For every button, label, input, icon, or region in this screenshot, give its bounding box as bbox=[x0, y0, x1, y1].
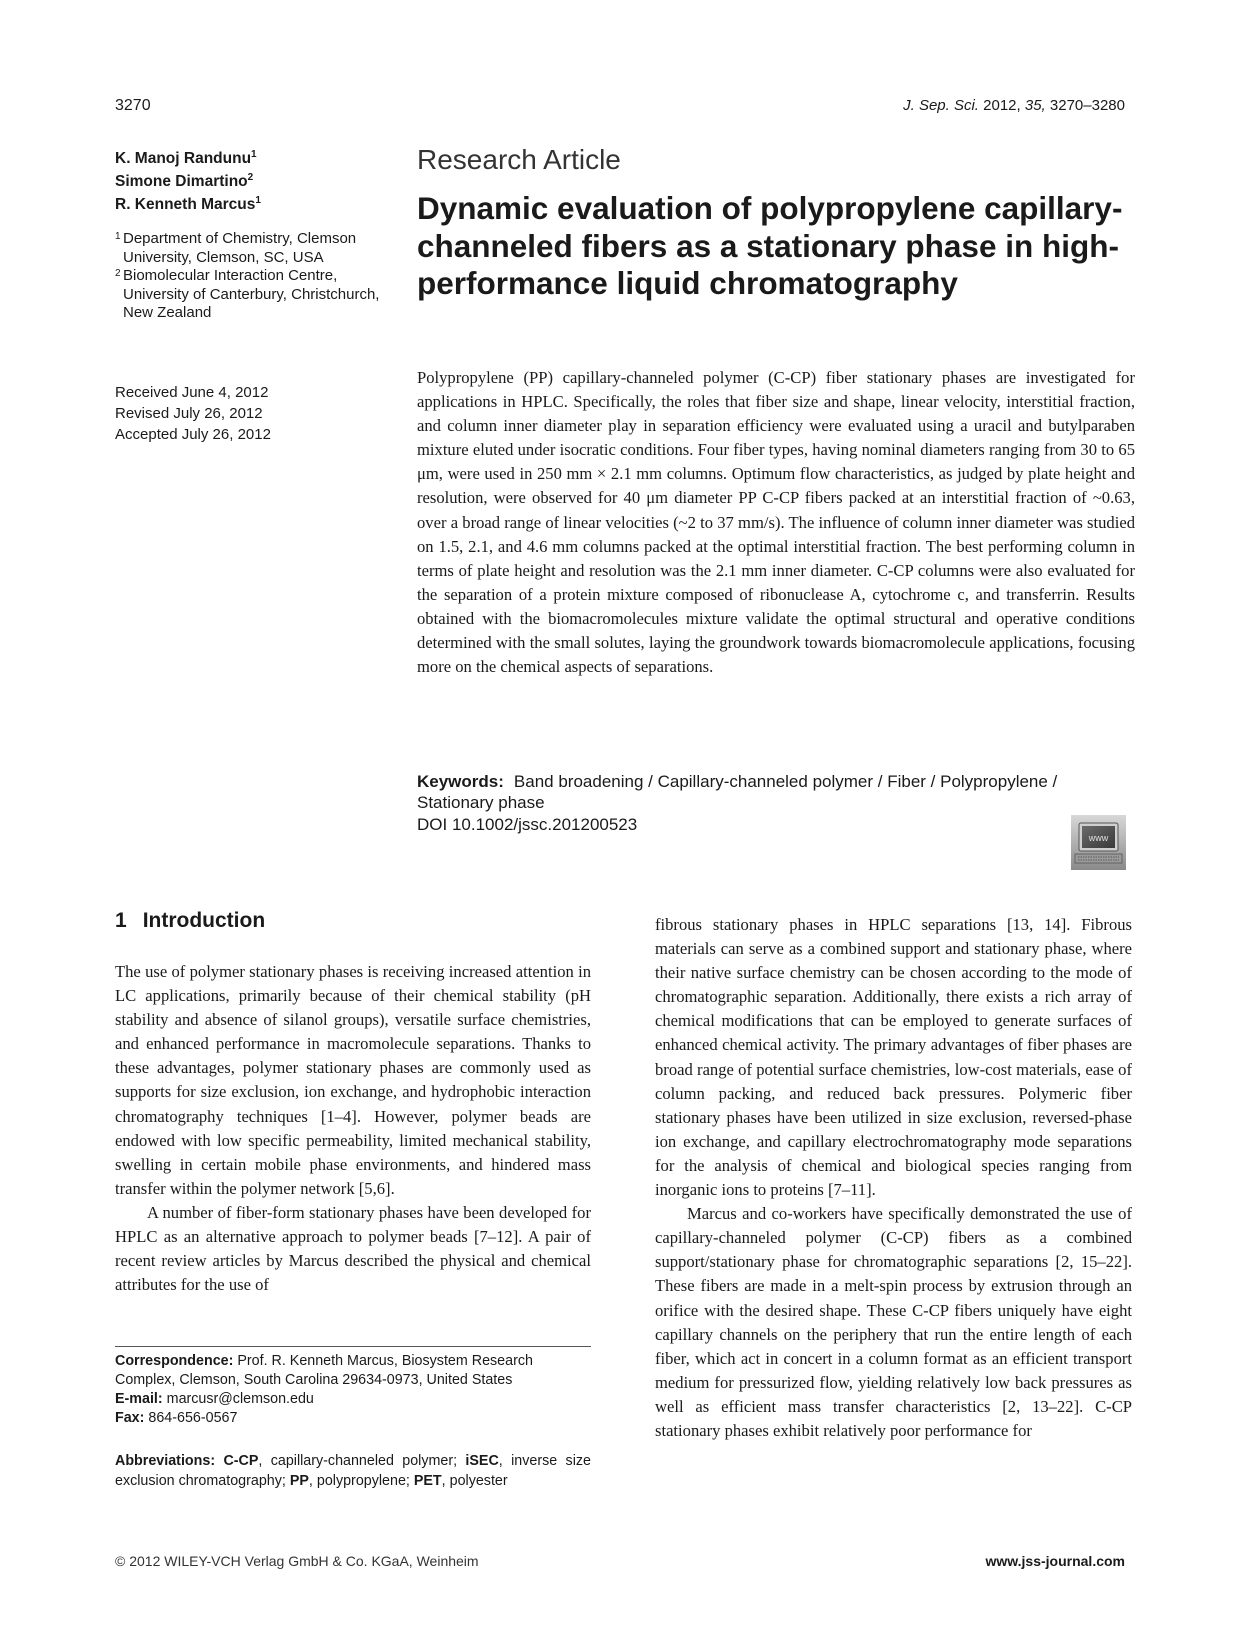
revised-date: Revised July 26, 2012 bbox=[115, 405, 263, 422]
section-number: 1 bbox=[115, 909, 127, 932]
keywords-label: Keywords: bbox=[417, 772, 504, 791]
article-title: Dynamic evaluation of polypropylene capillary-channeled fibers as a stationary phase in high-performance liquid chromatography bbox=[417, 190, 1123, 301]
email-label: E-mail: bbox=[115, 1391, 163, 1407]
journal-url-link[interactable]: www.jss-journal.com bbox=[985, 1553, 1125, 1569]
received-date: Received June 4, 2012 bbox=[115, 384, 269, 401]
body-paragraph: The use of polymer stationary phases is receiving increased attention in LC applications, primarily because of their chemical stability (pH stability and absence of silanol groups), versatile surface chemistries, and enhanced performance in macromolecule separations. Thanks to these advantages, polymer stationary phases are commonly used as supports for size exclusion, ion exchange, and hydrophobic interaction chromatography techniques [1–4]. However, polymer beads are endowed with low specific permeability, limited mechanical stability, swelling in certain mobile phase environments, and hindered mass transfer within the polymer network [5,6]. bbox=[115, 962, 591, 1198]
body-column-left bbox=[115, 960, 591, 1297]
abbreviation-definition: capillary-channeled polymer; bbox=[270, 1453, 458, 1469]
abbreviation-term: C-CP bbox=[223, 1453, 259, 1469]
affiliation: 1 Department of Chemistry, Clemson University, Clemson, SC, USA bbox=[115, 230, 357, 266]
journal-year: 2012, bbox=[983, 97, 1021, 114]
author: Simone Dimartino$^2$ bbox=[115, 172, 254, 191]
journal-reference bbox=[903, 97, 1125, 114]
abbreviation-definition: polyester bbox=[449, 1472, 508, 1489]
abbreviation-term: iSEC bbox=[465, 1453, 499, 1469]
author: R. Kenneth Marcus$^1$ bbox=[115, 195, 261, 214]
journal-pages: 3270–3280 bbox=[1049, 97, 1125, 114]
abbreviation-definition: polypropylene; bbox=[316, 1472, 410, 1489]
page-number: 3270 bbox=[115, 97, 151, 114]
body-paragraph: A number of fiber-form stationary phases have been developed for HPLC as an alternative approach to polymer beads [7–12]. A pair of recent review articles by Marcus described the physical and chemical attributes for the use of bbox=[115, 1202, 591, 1295]
doi: DOI 10.1002/jssc.201200523 bbox=[417, 815, 638, 834]
affiliation: 2 Biomolecular Interaction Centre, University of Canterbury, Christchurch, New Zealand bbox=[115, 267, 380, 322]
article-type: Research Article bbox=[417, 144, 621, 175]
keywords-text: Band broadening / Capillary-channeled polymer / Fiber / Polypropylene / Stationary phase bbox=[417, 772, 1058, 812]
abbreviation-term: PET bbox=[413, 1472, 442, 1489]
abstract: Polypropylene (PP) capillary-channeled polymer (C-CP) fiber stationary phases are investigated for applications in HPLC. Specifically, the roles that fiber size and shape, linear velocity, interstitial fraction, and column inner diameter play in separation efficiency were evaluated using a uracil and butylparaben mixture eluted under isocratic conditions. Four fiber types, having nominal diameters ranging from 30 to 65 μm, were used in 250 mm × 2.1 mm columns. Optimum flow characteristics, as judged by plate height and resolution, were observed for 40 μm diameter PP C-CP fibers packed at an interstitial fraction of ~0.63, over a broad range of linear velocities (~2 to 37 mm/s). The influence of column inner diameter was studied on 1.5, 2.1, and 4.6 mm columns packed at the optimal interstitial fraction. The best performing column in terms of plate height and resolution was the 2.1 mm inner diameter. C-CP columns were also evaluated for the separation of a protein mixture composed of ribonuclease A, cytochrome c, and transferrin. Results obtained with the biomacromolecules mixture validate the optimal structural and operative conditions determined with the small solutes, laying the groundwork towards biomacromolecule applications, focusing more on the chemical aspects of separations. bbox=[417, 368, 1135, 677]
affiliation-list bbox=[115, 230, 395, 323]
email-address: marcusr@clemson.edu bbox=[166, 1391, 314, 1407]
abbreviations-note: Abbreviations: C-CP, capillary-channeled polymer; iSEC, inverse size exclusion chromatography; PP, polypropylene; PET, polyester bbox=[115, 1453, 591, 1489]
abbreviation-definition: inverse size exclusion chromatography; bbox=[115, 1453, 591, 1489]
correspondence-address: Prof. R. Kenneth Marcus, Biosystem Research Complex, Clemson, South Carolina 29634-0973, United States bbox=[115, 1353, 533, 1388]
body-column-right bbox=[655, 913, 1132, 1443]
journal-volume: 35, bbox=[1024, 97, 1046, 114]
www-monitor-icon bbox=[1071, 815, 1126, 870]
history-dates bbox=[115, 382, 395, 445]
email-line bbox=[115, 1390, 591, 1409]
footnote-divider bbox=[115, 1346, 591, 1347]
abbreviations-label: Abbreviations: bbox=[115, 1453, 216, 1469]
fax-label: Fax: bbox=[115, 1410, 145, 1426]
accepted-date: Accepted July 26, 2012 bbox=[115, 426, 271, 443]
svg-text:www: www bbox=[1088, 833, 1109, 843]
section-title: Introduction bbox=[142, 909, 266, 932]
body-paragraph: fibrous stationary phases in HPLC separations [13, 14]. Fibrous materials can serve as a combined support and stationary phase, where their native surface chemistry can be chosen according to the mode of chromatographic separation. Additionally, there exists a rich array of chemical modifications that can be employed to generate surfaces of enhanced chemical activity. The primary advantages of fiber phases are broad range of potential surface chemistries, low-cost materials, ease of column packing, and reduced back pressures. Polymeric fiber stationary phases have been utilized in size exclusion, reversed-phase ion exchange, and capillary electrochromatography mode separations for the analysis of chemical and biological species ranging from inorganic ions to proteins [7–11]. bbox=[655, 915, 1132, 1200]
copyright-notice: © 2012 WILEY-VCH Verlag GmbH & Co. KGaA, Weinheim bbox=[115, 1553, 479, 1569]
author-list bbox=[115, 145, 385, 214]
correspondence-label: Correspondence: bbox=[115, 1353, 234, 1369]
fax-number: 864-656-0567 bbox=[148, 1410, 238, 1426]
fax-line bbox=[115, 1409, 591, 1428]
correspondence-note bbox=[115, 1352, 591, 1428]
body-paragraph: Marcus and co-workers have specifically demonstrated the use of capillary-channeled polymer (C-CP) fibers as a combined support/stationary phase for chromatographic separations [2, 15–22]. These fibers are made in a melt-spin process by extrusion through an orifice with the desired shape. These C-CP fibers uniquely have eight capillary channels on the periphery that run the entire length of each fiber, which act in concert in a column format as an efficient transport medium for pressurized flow, yielding relatively low back pressures as well as efficient mass transfer characteristics [2, 13–22]. C-CP stationary phases exhibit relatively poor performance for bbox=[655, 1204, 1132, 1440]
abbreviation-term: PP bbox=[289, 1472, 309, 1489]
keywords bbox=[417, 772, 1135, 813]
correspondence-line bbox=[115, 1352, 591, 1390]
section-heading bbox=[115, 909, 265, 933]
author: K. Manoj Randunu$^1$ bbox=[115, 149, 257, 168]
journal-name: J. Sep. Sci. bbox=[903, 97, 979, 114]
